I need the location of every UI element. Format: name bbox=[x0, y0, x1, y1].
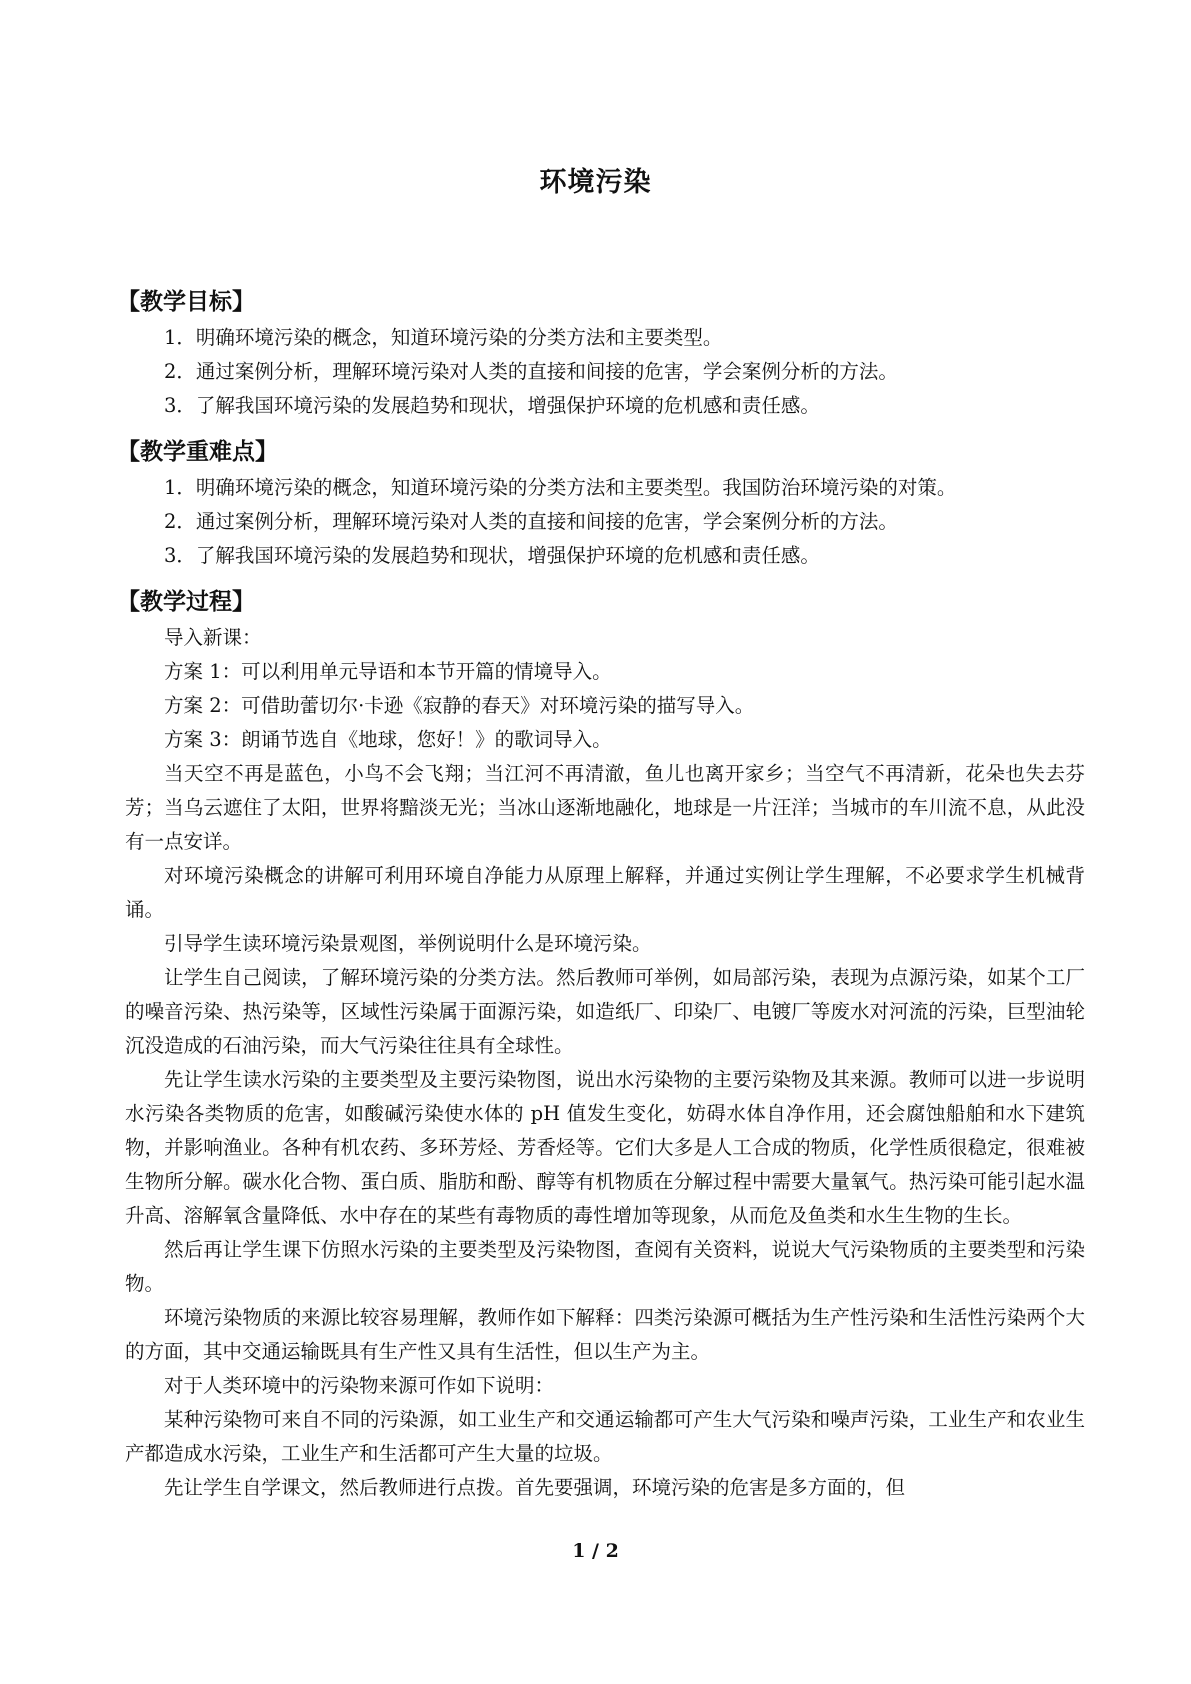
paragraph: 1．明确环境污染的概念，知道环境污染的分类方法和主要类型。我国防治环境污染的对策。 bbox=[164, 476, 957, 499]
section-heading-process: 【教学过程】 bbox=[117, 589, 255, 615]
paragraph: 环境污染物质的来源比较容易理解，教师作如下解释：四类污染源可概括为生产性污染和生活性污染两个大的方面，其中交通运输既具有生产性又具有生活性，但以生产为主。 bbox=[125, 1306, 1085, 1363]
paragraph: 方案 2：可借助蕾切尔·卡逊《寂静的春天》对环境污染的描写导入。 bbox=[164, 694, 755, 717]
paragraph: 方案 1：可以利用单元导语和本节开篇的情境导入。 bbox=[164, 660, 612, 683]
paragraph: 引导学生读环境污染景观图，举例说明什么是环境污染。 bbox=[164, 932, 652, 955]
paragraph: 对于人类环境中的污染物来源可作如下说明： bbox=[164, 1374, 555, 1397]
document-body bbox=[117, 283, 1085, 1505]
paragraph: 先让学生读水污染的主要类型及主要污染物图，说出水污染物的主要污染物及其来源。教师可以进一步说明水污染各类物质的危害，如酸碱污染使水体的 pH 值发生变化，妨碍水体自净作用，还会腐蚀船舶和水下建筑物，并影响渔业。各种有机农药、多环芳烃、芳香烃等。它们大多是人工合成的物质，化学性质很稳定，很难被生物所分解。碳水化合物、蛋白质、脂肪和酚、醇等有机物质在分解过程中需要大量氧气。热污染可能引起水温升高、溶解氧含量降低、水中存在的某些有毒物质的毒性增加等现象，从而危及鱼类和水生生物的生长。 bbox=[125, 1068, 1085, 1227]
paragraph: 2．通过案例分析，理解环境污染对人类的直接和间接的危害，学会案例分析的方法。 bbox=[164, 510, 898, 533]
section-heading-objectives: 【教学目标】 bbox=[117, 289, 255, 315]
paragraph: 方案 3：朗诵节选自《地球，您好！》的歌词导入。 bbox=[164, 728, 612, 751]
paragraph: 当天空不再是蓝色，小鸟不会飞翔；当江河不再清澈，鱼儿也离开家乡；当空气不再清新，花朵也失去芬芳；当乌云遮住了太阳，世界将黯淡无光；当冰山逐渐地融化，地球是一片汪洋；当城市的车川流不息，从此没有一点安详。 bbox=[125, 762, 1085, 853]
paragraph: 然后再让学生课下仿照水污染的主要类型及污染物图，查阅有关资料，说说大气污染物质的主要类型和污染物。 bbox=[125, 1238, 1085, 1295]
paragraph: 2．通过案例分析，理解环境污染对人类的直接和间接的危害，学会案例分析的方法。 bbox=[164, 360, 898, 383]
document-title: 环境污染 bbox=[539, 167, 652, 198]
paragraph: 3．了解我国环境污染的发展趋势和现状，增强保护环境的危机感和责任感。 bbox=[164, 394, 820, 417]
section-heading-key-points: 【教学重难点】 bbox=[117, 439, 278, 465]
paragraph: 某种污染物可来自不同的污染源，如工业生产和交通运输都可产生大气污染和噪声污染，工业生产和农业生产都造成水污染，工业生产和生活都可产生大量的垃圾。 bbox=[125, 1408, 1085, 1465]
paragraph: 对环境污染概念的讲解可利用环境自净能力从原理上解释，并通过实例让学生理解，不必要求学生机械背诵。 bbox=[125, 864, 1085, 921]
paragraph: 让学生自己阅读，了解环境污染的分类方法。然后教师可举例，如局部污染，表现为点源污染，如某个工厂的噪音污染、热污染等，区域性污染属于面源污染，如造纸厂、印染厂、电镀厂等废水对河流的污染，巨型油轮沉没造成的石油污染，而大气污染往往具有全球性。 bbox=[125, 966, 1085, 1057]
page-number: 1 / 2 bbox=[572, 1540, 619, 1562]
paragraph: 先让学生自学课文，然后教师进行点拨。首先要强调，环境污染的危害是多方面的，但 bbox=[164, 1476, 906, 1499]
paragraph: 1．明确环境污染的概念，知道环境污染的分类方法和主要类型。 bbox=[164, 326, 723, 349]
paragraph: 3．了解我国环境污染的发展趋势和现状，增强保护环境的危机感和责任感。 bbox=[164, 544, 820, 567]
paragraph: 导入新课： bbox=[164, 626, 262, 649]
